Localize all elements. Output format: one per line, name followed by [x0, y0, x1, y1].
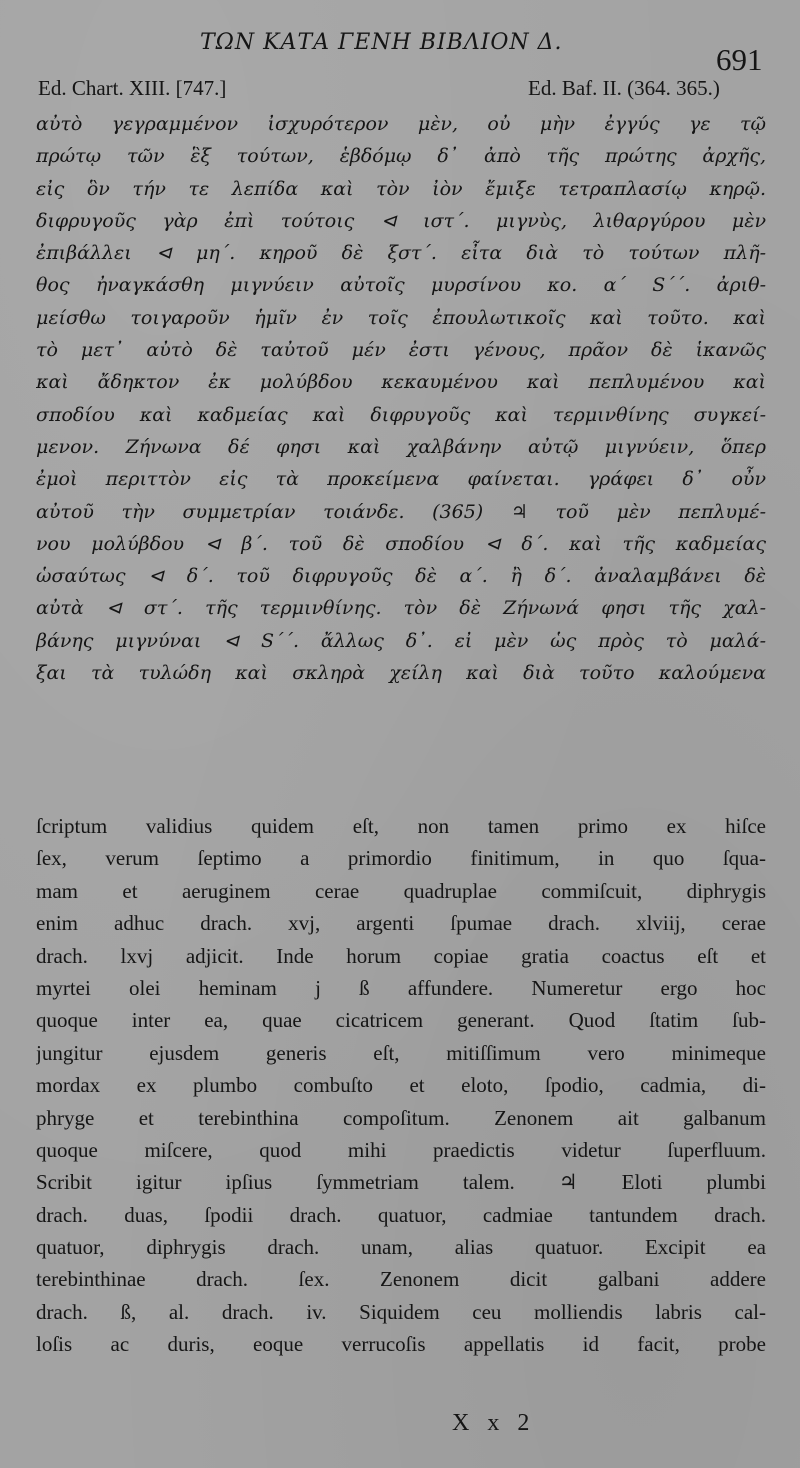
- greek-text-line: θος ἠναγκάσθη μιγνύειν αὐτοῖς μυρσίνου κο. α΄ S΄΄. ἀριθ-: [36, 274, 766, 297]
- greek-text-line: σποδίου καὶ καδμείας καὶ διφρυγοῦς καὶ τερμινθίνης συγκεί-: [36, 403, 766, 426]
- greek-text-line: ἐπιβάλλει ⊲ μη΄. κηροῦ δὲ ξστ΄. εἶτα διὰ τὸ τούτων πλῆ-: [36, 242, 766, 265]
- greek-text-line: νου μολύβδου ⊲ β΄. τοῦ δὲ σποδίου ⊲ δ΄. καὶ τῆς καδμείας: [36, 532, 766, 555]
- page-header: [0, 26, 800, 77]
- latin-text-line: ſex, verum ſeptimo a primordio finitimum, in quo ſqua-: [36, 846, 766, 871]
- greek-text-line: εἰς ὃν τήν τε λεπίδα καὶ τὸν ἰὸν ἔμιξε τετραπλασίῳ κηρῷ.: [36, 177, 766, 200]
- edition-reference-line: [0, 76, 800, 104]
- latin-text-line: quatuor, diphrygis drach. unam, alias quatuor. Excipit ea: [36, 1235, 766, 1260]
- greek-text-line: τὸ μετ᾽ αὐτὸ δὲ ταὐτοῦ μέν ἐστι γένους, πρᾶον δὲ ἱκανῶς: [36, 339, 766, 362]
- latin-text-line: drach. lxvj adjicit. Inde horum copiae gratia coactus eſt et: [36, 943, 766, 968]
- greek-text-line: ὡσαύτως ⊲ δ΄. τοῦ διφρυγοῦς δὲ α΄. ἢ δ΄. ἀναλαμβάνει δὲ: [36, 565, 766, 588]
- greek-text-line: πρώτῳ τῶν ἓξ τούτων, ἑβδόμῳ δ᾽ ἀπὸ τῆς πρώτης ἀρχῆς,: [36, 145, 766, 168]
- greek-text-line: αὐτὸ γεγραμμένον ἰσχυρότερον μὲν, οὐ μὴν ἐγγύς γε τῷ: [36, 113, 766, 135]
- greek-text-line: αὐτὰ ⊲ στ΄. τῆς τερμινθίνης. τὸν δὲ Ζήνωνά φησι τῆς χαλ-: [36, 597, 766, 620]
- greek-text-line: διφρυγοῦς γὰρ ἐπὶ τούτοις ⊲ ιστ΄. μιγνὺς, λιθαργύρου μὲν: [36, 209, 766, 232]
- greek-text-line: αὐτοῦ τὴν συμμετρίαν τοιάνδε. (365) ♃ τοῦ μὲν πεπλυμέ-: [36, 500, 766, 523]
- latin-text-line: enim adhuc drach. xvj, argenti ſpumae drach. xlviij, cerae: [36, 911, 766, 936]
- latin-text-line: jungitur ejusdem generis eſt, mitiſſimum vero minimeque: [36, 1040, 766, 1065]
- latin-text-line: Scribit igitur ipſius ſymmetriam talem. ♃ Eloti plumbi: [36, 1170, 766, 1195]
- greek-text-block: [36, 108, 766, 689]
- latin-text-line: drach. duas, ſpodii drach. quatuor, cadmiae tantundem drach.: [36, 1202, 766, 1227]
- greek-text-line: μενον. Ζήνωνα δέ φησι καὶ χαλβάνην αὐτῷ μιγνύειν, ὅπερ: [36, 435, 766, 458]
- latin-text-line: terebinthinae drach. ſex. Zenonem dicit galbani addere: [36, 1267, 766, 1292]
- latin-text-line: quoque inter ea, quae cicatricem generant. Quod ſtatim ſub-: [36, 1008, 766, 1033]
- edition-reference-chartier: Ed. Chart. XIII. [747.]: [38, 76, 227, 100]
- latin-text-line: mam et aeruginem cerae quadruplae commiſcuit, diphrygis: [36, 878, 766, 903]
- latin-text-block: [36, 810, 766, 1361]
- edition-reference-basel: Ed. Baf. II. (364. 365.): [528, 76, 720, 100]
- greek-text-line: ξαι τὰ τυλώδη καὶ σκληρὰ χείλη καὶ διὰ τοῦτο καλούμενα: [36, 662, 766, 685]
- greek-text-line: μείσθω τοιγαροῦν ἡμῖν ἐν τοῖς ἐπουλωτικοῖς καὶ τοῦτο. καὶ: [36, 306, 766, 329]
- latin-text-line: loſis ac duris, eoque verrucoſis appellatis id facit, probe: [36, 1332, 766, 1357]
- latin-text-line: phryge et terebinthina compoſitum. Zenonem ait galbanum: [36, 1105, 766, 1130]
- latin-text-line: quoque miſcere, quod mihi praedictis videtur ſuperfluum.: [36, 1137, 766, 1162]
- page-number: 691: [716, 42, 763, 77]
- greek-text-line: ἐμοὶ περιττὸν εἰς τὰ προκείμενα φαίνεται. γράφει δ᾽ οὖν: [36, 468, 766, 491]
- latin-text-line: drach. ß, al. drach. iv. Siquidem ceu molliendis labris cal-: [36, 1299, 766, 1324]
- running-title: ΤΩΝ ΚΑΤΑ ΓΕΝΗ ΒΙΒΛΙΟΝ Δ.: [200, 30, 563, 55]
- greek-text-line: βάνης μιγνύναι ⊲ S΄΄. ἄλλως δ᾽. εἰ μὲν ὡς πρὸς τὸ μαλά-: [36, 629, 766, 652]
- latin-text-line: myrtei olei heminam j ß affundere. Numeretur ergo hoc: [36, 975, 766, 1000]
- latin-text-line: mordax ex plumbo combuſto et eloto, ſpodio, cadmia, di-: [36, 1073, 766, 1098]
- greek-text-line: καὶ ἄδηκτον ἐκ μολύβδου κεκαυμένου καὶ πεπλυμένου καὶ: [36, 371, 766, 394]
- printer-signature-mark: X x 2: [452, 1410, 536, 1436]
- latin-text-line: ſcriptum validius quidem eſt, non tamen primo ex hiſce: [36, 814, 766, 838]
